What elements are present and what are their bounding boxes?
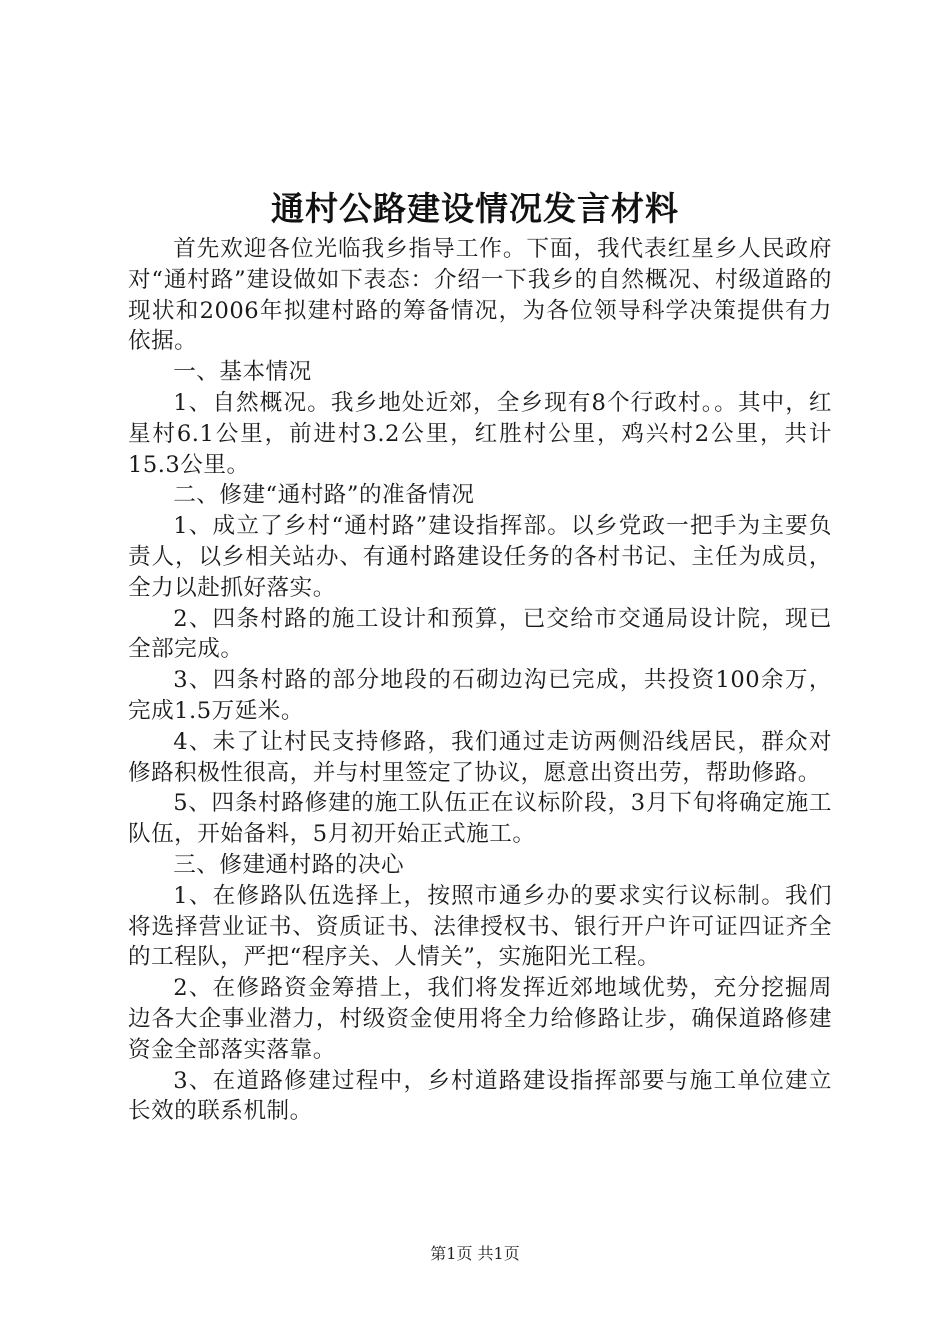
paragraph: 4、未了让村民支持修路，我们通过走访两侧沿线居民，群众对修路积极性很高，并与村里签定了协议，愿意出资出劳，帮助修路。 — [128, 728, 832, 786]
paragraph: 2、四条村路的施工设计和预算，已交给市交通局设计院，现已全部完成。 — [128, 605, 832, 663]
section-heading-determination: 三、修建通村路的决心 — [173, 851, 405, 878]
paragraph-intro: 首先欢迎各位光临我乡指导工作。下面，我代表红星乡人民政府对“通村路”建设做如下表态：介绍一下我乡的自然概况、村级道路的现状和2006年拟建村路的筹备情况，为各位领导科学决策提供有力依据。 — [128, 236, 832, 355]
paragraph: 3、在道路修建过程中，乡村道路建设指挥部要与施工单位建立长效的联系机制。 — [128, 1067, 832, 1125]
paragraph: 2、在修路资金筹措上，我们将发挥近郊地域优势，充分挖掘周边各大企事业潜力，村级资金使用将全力给修路让步，确保道路修建资金全部落实落靠。 — [128, 975, 832, 1063]
paragraph: 1、成立了乡村“通村路”建设指挥部。以乡党政一把手为主要负责人，以乡相关站办、有通村路建设任务的各村书记、主任为成员，全力以赴抓好落实。 — [128, 513, 832, 601]
document-body — [128, 234, 832, 1127]
section-heading-preparation: 二、修建“通村路”的准备情况 — [173, 482, 475, 509]
paragraph: 3、四条村路的部分地段的石砌边沟已完成，共投资100余万，完成1.5万延米。 — [128, 667, 832, 724]
paragraph: 5、四条村路修建的施工队伍正在议标阶段，3月下旬将确定施工队伍，开始备料，5月初开始正式施工。 — [128, 790, 832, 848]
paragraph: 1、在修路队伍选择上，按照市通乡办的要求实行议标制。我们将选择营业证书、资质证书、法律授权书、银行开户许可证四证齐全的工程队，严把“程序关、人情关”，实施阳光工程。 — [128, 882, 832, 971]
document-title: 通村公路建设情况发言材料 — [271, 189, 679, 228]
section-heading-basic-situation: 一、基本情况 — [173, 359, 312, 386]
page-footer: 第1页 共1页 — [430, 1244, 520, 1263]
paragraph: 1、自然概况。我乡地处近郊，全乡现有8个行政村。。其中，红星村6.1公里，前进村3.2公里，红胜村公里，鸡兴村2公里，共计15.3公里。 — [128, 389, 832, 478]
